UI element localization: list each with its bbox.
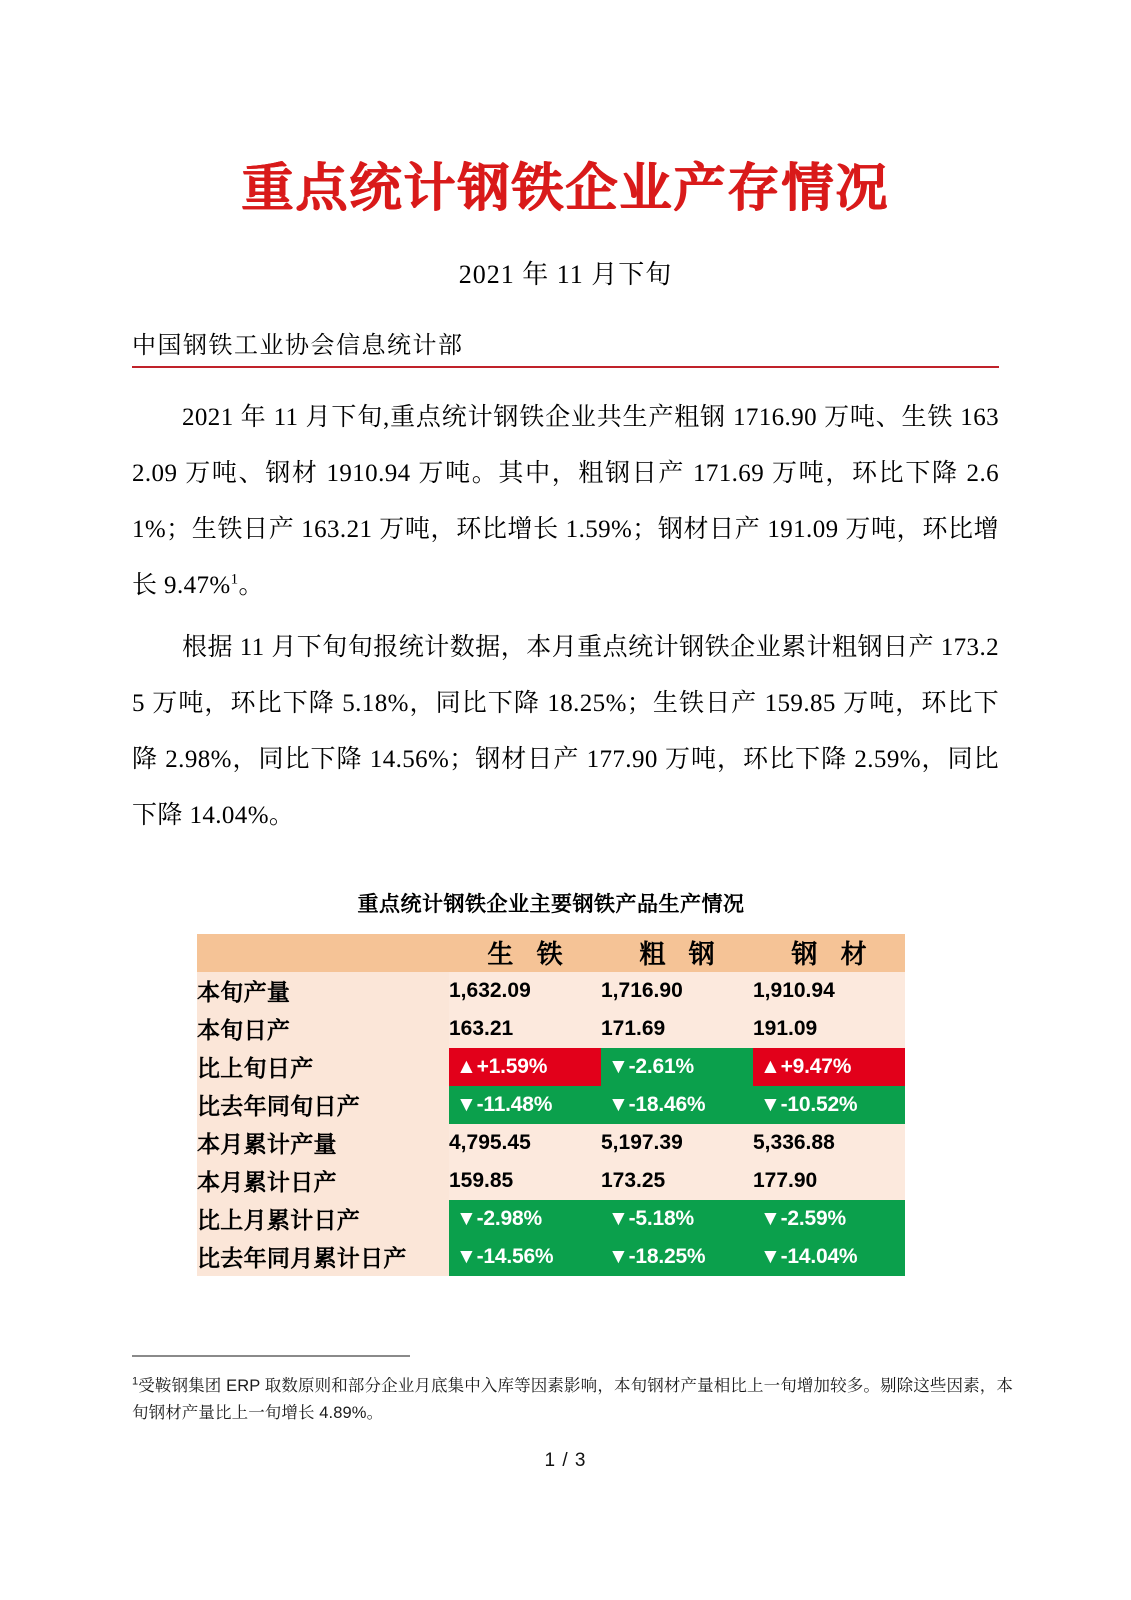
page-title: 重点统计钢铁企业产存情况 xyxy=(241,161,890,218)
table-header-crude-steel: 粗 钢 xyxy=(601,934,753,972)
table-cell: 1,632.09 xyxy=(449,972,601,1010)
table-row xyxy=(197,1124,905,1162)
footnote-number: 1 xyxy=(132,1375,139,1387)
issuing-department: 中国钢铁工业协会信息统计部 xyxy=(132,332,464,359)
table-cell: 5,197.39 xyxy=(601,1124,753,1162)
table-cell: 1,716.90 xyxy=(601,972,753,1010)
paragraph-1 xyxy=(132,390,999,614)
table-row-label: 本旬日产 xyxy=(197,1010,449,1048)
table-row-label: 本月累计日产 xyxy=(197,1162,449,1200)
production-table xyxy=(197,934,905,1276)
table-cell: ▼-11.48% xyxy=(449,1086,601,1124)
table-cell: ▲+9.47% xyxy=(753,1048,905,1086)
footnote-text xyxy=(132,1373,1013,1427)
footnote-separator xyxy=(132,1355,410,1357)
table-row xyxy=(197,1200,905,1238)
table-row-label: 比上月累计日产 xyxy=(197,1200,449,1238)
header-divider xyxy=(132,366,999,368)
table-row xyxy=(197,1162,905,1200)
footnote-marker[interactable]: 1 xyxy=(230,571,239,588)
table-cell: ▼-18.46% xyxy=(601,1086,753,1124)
table-cell: ▼-10.52% xyxy=(753,1086,905,1124)
production-table-block xyxy=(0,888,1131,1276)
table-row-label: 本月累计产量 xyxy=(197,1124,449,1162)
table-cell: 5,336.88 xyxy=(753,1124,905,1162)
table-cell: ▼-2.59% xyxy=(753,1200,905,1238)
footnote-body: 受鞍钢集团 ERP 取数原则和部分企业月底集中入库等因素影响，本旬钢材产量相比上一旬增加较多。剔除这些因素，本旬钢材产量比上一旬增长 4.89%。 xyxy=(132,1376,1013,1422)
table-cell: ▲+1.59% xyxy=(449,1048,601,1086)
report-period: 2021 年 11 月下旬 xyxy=(458,259,673,289)
table-cell: ▼-18.25% xyxy=(601,1238,753,1276)
paragraph-1-text: 2021 年 11 月下旬,重点统计钢铁企业共生产粗钢 1716.90 万吨、生铁 1632.09 万吨、钢材 1910.94 万吨。其中，粗钢日产 171.69 万吨，环比下降 2.61%；生铁日产 163.21 万吨，环比增长 1.59%；钢材日产 191.09 万吨，环比增长 9.47% xyxy=(132,403,999,599)
table-cell: ▼-5.18% xyxy=(601,1200,753,1238)
table-cell: 171.69 xyxy=(601,1010,753,1048)
table-header-pig-iron: 生 铁 xyxy=(449,934,601,972)
table-row-label: 比去年同旬日产 xyxy=(197,1086,449,1124)
table-cell: 177.90 xyxy=(753,1162,905,1200)
table-cell: 163.21 xyxy=(449,1010,601,1048)
table-caption: 重点统计钢铁企业主要钢铁产品生产情况 xyxy=(357,892,745,916)
table-row xyxy=(197,1238,905,1276)
table-cell: 4,795.45 xyxy=(449,1124,601,1162)
table-cell: 173.25 xyxy=(601,1162,753,1200)
body-content xyxy=(0,390,1131,844)
table-cell: ▼-14.04% xyxy=(753,1238,905,1276)
table-body xyxy=(197,972,905,1276)
paragraph-1-tail: 。 xyxy=(238,571,264,599)
table-cell: ▼-2.98% xyxy=(449,1200,601,1238)
table-row xyxy=(197,972,905,1010)
table-header-row xyxy=(197,934,905,972)
table-cell: ▼-14.56% xyxy=(449,1238,601,1276)
table-row-label: 比上旬日产 xyxy=(197,1048,449,1086)
table-cell: 1,910.94 xyxy=(753,972,905,1010)
table-cell: 159.85 xyxy=(449,1162,601,1200)
table-row xyxy=(197,1086,905,1124)
table-row-label: 本旬产量 xyxy=(197,972,449,1010)
table-header-blank xyxy=(197,934,449,972)
page-number: 1 / 3 xyxy=(544,1450,587,1471)
table-cell: 191.09 xyxy=(753,1010,905,1048)
table-row xyxy=(197,1048,905,1086)
table-row xyxy=(197,1010,905,1048)
paragraph-2: 根据 11 月下旬旬报统计数据，本月重点统计钢铁企业累计粗钢日产 173.25 万吨，环比下降 5.18%，同比下降 18.25%；生铁日产 159.85 万吨，环比下降 2.98%，同比下降 14.56%；钢材日产 177.90 万吨，环比下降 2.59%，同比下降 14.04%。 xyxy=(132,633,999,829)
table-cell: ▼-2.61% xyxy=(601,1048,753,1086)
footnote-block xyxy=(0,1355,1131,1427)
table-row-label: 比去年同月累计日产 xyxy=(197,1238,449,1276)
table-header-steel-products: 钢 材 xyxy=(753,934,905,972)
